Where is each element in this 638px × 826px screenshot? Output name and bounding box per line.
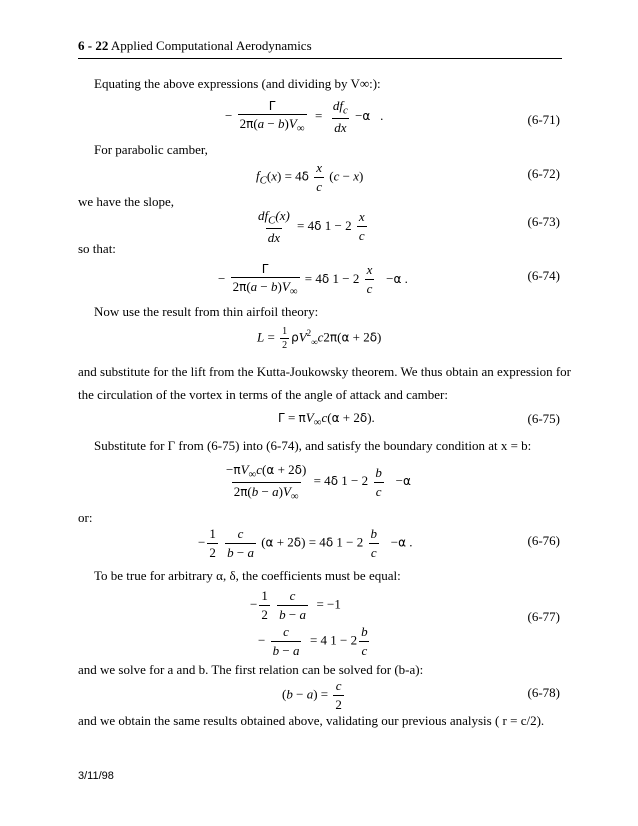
equation-6-73: $\frac{df_C(x)}{dx}$ = 4δ 1 − 2 $\frac{x}{c}$ — [258, 208, 365, 245]
equation-number-6-71: (6-71) — [527, 112, 560, 127]
equation-lift: L = $\frac{1}{2}$ $\rho V^2_\infty c2\pi(\alpha + 2\delta)$ — [257, 326, 382, 351]
book-title: Applied Computational Aerodynamics — [110, 38, 312, 53]
footer-date: 3/11/98 — [78, 770, 114, 782]
equation-6-72: $f_C(x) = 4\delta$ $\frac{x}{c}$ (c − x) — [256, 160, 364, 194]
equation-number-6-76: (6-76) — [527, 533, 560, 548]
paragraph-kutta-line1: and substitute for the lift from the Kutta-Joukowsky theorem. We thus obtain an expression for — [78, 364, 571, 379]
header-rule — [78, 58, 562, 59]
paragraph-substitute: Substitute for Γ from (6-75) into (6-74), and satisfy the boundary condition at x = b: — [94, 438, 532, 453]
paragraph-thin-airfoil: Now use the result from thin airfoil theory: — [94, 304, 319, 319]
equation-number-6-74: (6-74) — [527, 268, 560, 283]
equation-substitution: $\frac{-\pi V_\infty c(\alpha + 2\delta)}{2\pi(b - a)V_\infty}$ = 4δ 1 − 2 $\frac{b}{c}$ −α — [226, 462, 411, 503]
equation-6-74: − $\frac{\Gamma}{2\pi(a - b)V_\infty}$ = 4δ 1 − 2 $\frac{x}{c}$ −α . — [218, 262, 408, 298]
paragraph-arbitrary: To be true for arbitrary α, δ, the coefficients must be equal: — [94, 568, 401, 583]
paragraph-solve: and we solve for a and b. The first relation can be solved for (b-a): — [78, 662, 424, 677]
equation-6-78: (b − a) = $\frac{c}{2}$ — [282, 678, 342, 712]
equation-number-6-78: (6-78) — [527, 685, 560, 700]
paragraph-parabolic-camber: For parabolic camber, — [94, 142, 208, 157]
paragraph-so-that: so that: — [78, 241, 116, 256]
paragraph-kutta-line2: the circulation of the vortex in terms of the angle of attack and camber: — [78, 387, 448, 402]
equation-6-77a: − $\frac{1}{2}$ $\frac{c}{b - a}$ = −1 — [250, 588, 341, 622]
paragraph-equating: Equating the above expressions (and dividing by V∞:): — [94, 76, 381, 91]
equation-number-6-73: (6-73) — [527, 214, 560, 229]
equation-number-6-75: (6-75) — [527, 411, 560, 426]
equation-6-75: $\Gamma = \pi V_\infty c(\alpha + 2\delta)$. — [278, 410, 375, 429]
equation-6-71: − $\frac{\Gamma}{2\pi(a - b)V_\infty}$ = $\frac{df_c}{dx}$ −α . — [225, 98, 384, 135]
equation-number-6-77: (6-77) — [527, 609, 560, 624]
paragraph-or: or: — [78, 510, 93, 525]
equation-6-77b: − $\frac{c}{b - a}$ = 4 1 − 2 $\frac{b}{c}$ — [258, 624, 368, 658]
page-header — [78, 38, 312, 54]
page-number: 6 - 22 — [78, 38, 109, 53]
paragraph-conclusion: and we obtain the same results obtained above, validating our previous analysis ( r = c/2). — [78, 713, 545, 728]
equation-number-6-72: (6-72) — [527, 166, 560, 181]
paragraph-slope: we have the slope, — [78, 194, 175, 209]
equation-6-76: − $\frac{1}{2}$ $\frac{c}{b - a}$ (α + 2δ) = 4δ 1 − 2 $\frac{b}{c}$ −α . — [198, 526, 413, 560]
